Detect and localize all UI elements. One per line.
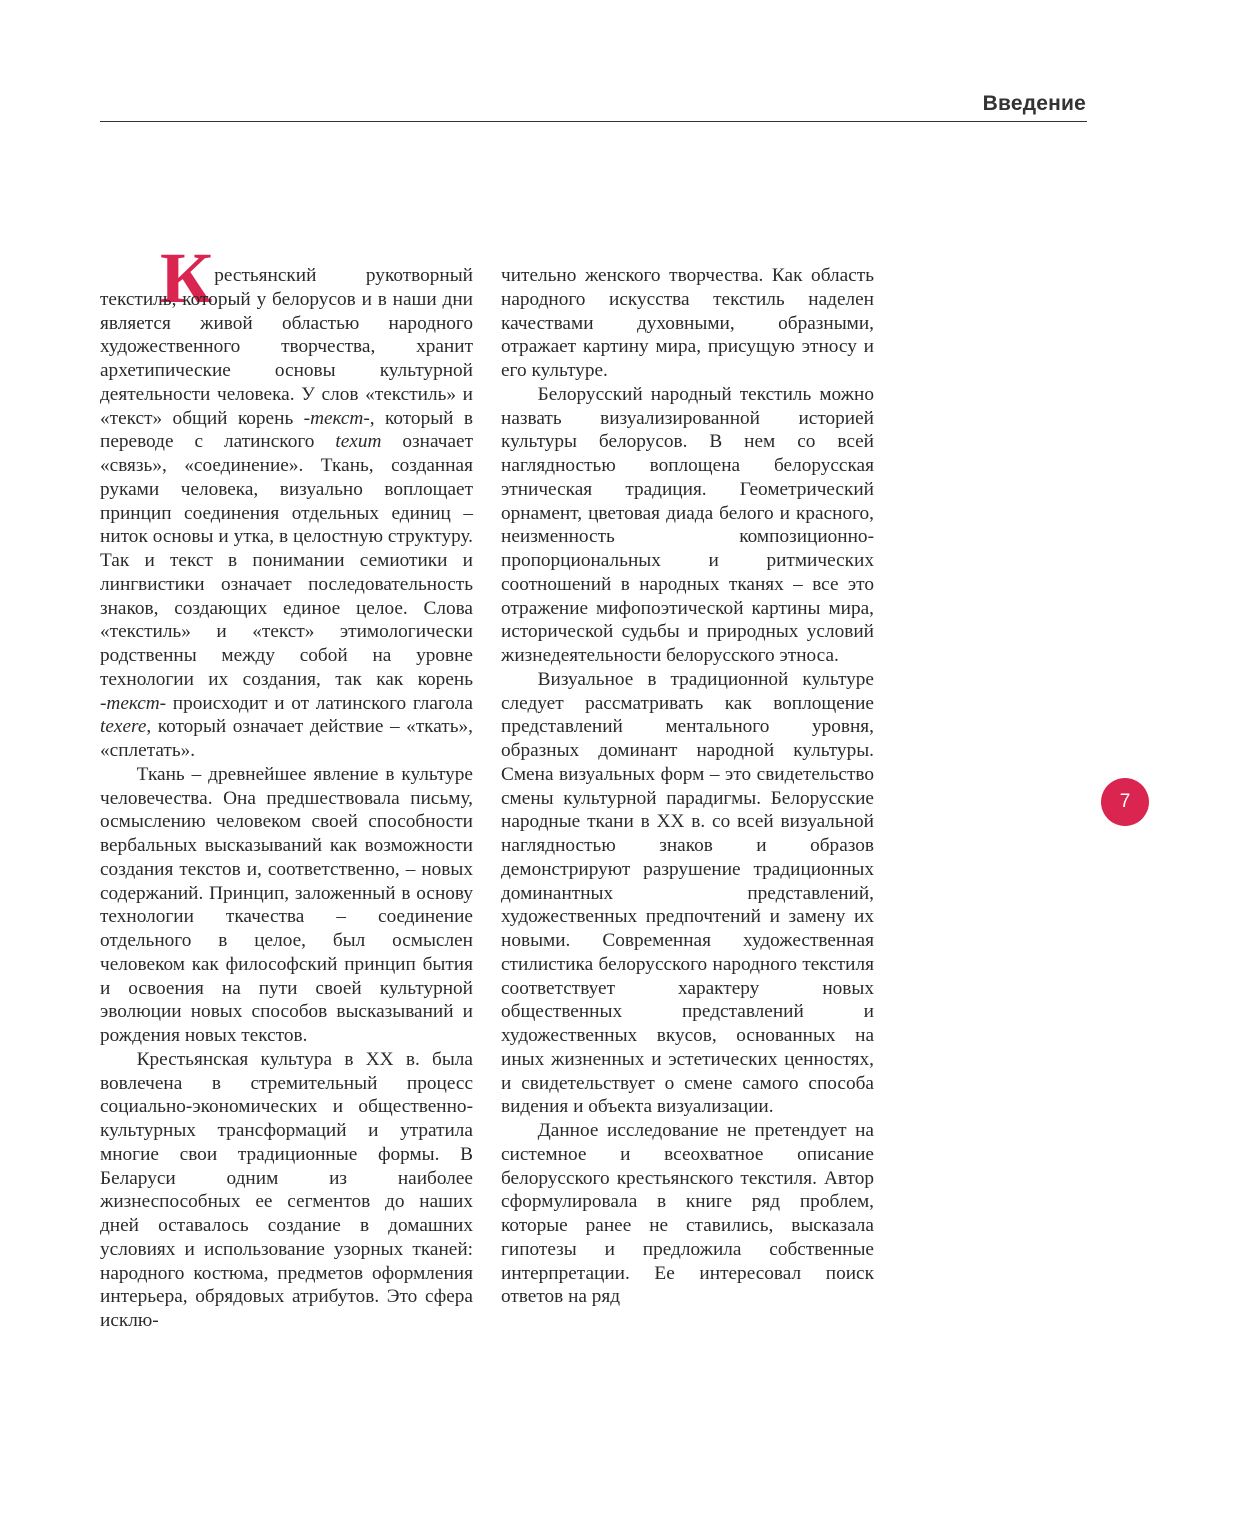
text-span: рестьянский рукотворный текстиль, который у белорусов и в наши дни является живой областью народного художественного творчества, хранит архетипические основы культурной деятельности человека. У слов «текстиль» и «текст» общий корень - xyxy=(100,265,473,429)
text-column-right xyxy=(501,264,874,1309)
page-number-badge: 7 xyxy=(1101,778,1149,826)
text-span: - происходит и от латинского глагола xyxy=(159,692,473,714)
text-span: -, который в переводе с латинского xyxy=(100,407,473,453)
paragraph-3: Крестьянская культура в XX в. была вовлечена в стремительный процесс социально-экономических и общественно-культурных трансформаций и утратила многие свои традиционные формы. В Беларуси одним из наиболее жизнеспособных ее сегментов до наших дней оставалось создание в домашних условиях и использование узорных тканей: народного костюма, предметов оформления интерьера, обрядовых атрибутов. Это сфера исклю- xyxy=(100,1048,473,1331)
paragraph-6: Визуальное в традиционной культуре следует рассматривать как воплощение представлений ментального уровня, образных доминант народной культуры. Смена визуальных форм – это свидетельство смены культурной парадигмы. Белорусские народные ткани в XX в. со всей визуальной наглядностью знаков и образов демонстрируют разрушение традиционных доминантных представлений, художественных предпочтений и замену их новыми. Современная художественная стилистика белорусского народного текстиля соответствует характеру новых общественных представлений и художественных вкусов, основанных на иных жизненных и эстетических ценностях, и свидетельствует о смене самого способа видения и объекта визуализации. xyxy=(501,668,874,1118)
header-rule xyxy=(100,121,1087,122)
italic-term: текст xyxy=(310,407,364,429)
paragraph-2: Ткань – древнейшее явление в культуре человечества. Она предшествовала письму, осмыслению человеком своей способности вербальных высказываний как возможности создания текстов и, соответственно, – новых содержаний. Принцип, заложенный в основу технологии ткачества – соединение отдельного в целое, был осмыслен человеком как философский принцип бытия и освоения на пути своей культурной эволюции новых способов высказываний и рождения новых текстов. xyxy=(100,763,473,1046)
drop-cap: К xyxy=(160,238,213,318)
italic-term: текст xyxy=(106,692,160,714)
paragraph-7: Данное исследование не претендует на системное и всеохватное описание белорусского крестьянского текстиля. Автор сформулировала в книге ряд проблем, которые ранее не ставились, высказала гипотезы и предложила собственные интерпретации. Ее интересовал поиск ответов на ряд xyxy=(501,1120,874,1308)
paragraph-4: чительно женского творчества. Как область народного искусства текстиль наделен качествами духовными, образными, отражает картину мира, присущую этносу и его культуре. xyxy=(501,265,874,381)
italic-term: texum xyxy=(335,431,382,453)
italic-term: texere xyxy=(100,716,147,738)
paragraph-1 xyxy=(100,238,473,763)
paragraph-5: Белорусский народный текстиль можно назвать визуализированной историей культуры белорусов. В нем со всей наглядностью воплощена белорусская этническая традиция. Геометрический орнамент, цветовая диада белого и красного, неизменность композиционно-пропорциональных и ритмических соотношений в народных тканях – все это отражение мифопоэтической картины мира, исторической судьбы и природных условий жизнедеятельности белорусского этноса. xyxy=(501,383,874,666)
running-header-title: Введение xyxy=(982,92,1086,115)
text-span: , который означает действие – «ткать», «сплетать». xyxy=(100,716,473,761)
text-column-left xyxy=(100,238,473,1333)
text-span: означает «связь», «соединение». Ткань, созданная руками человека, визуально воплощает принцип соединения отдельных единиц – ниток основы и утка, в целостную структуру. Так и текст в понимании семиотики и лингвистики означает последовательность знаков, создающих единое целое. Слова «текстиль» и «текст» этимологически родственны между собой на уровне технологии их создания, так как корень - xyxy=(100,431,473,714)
